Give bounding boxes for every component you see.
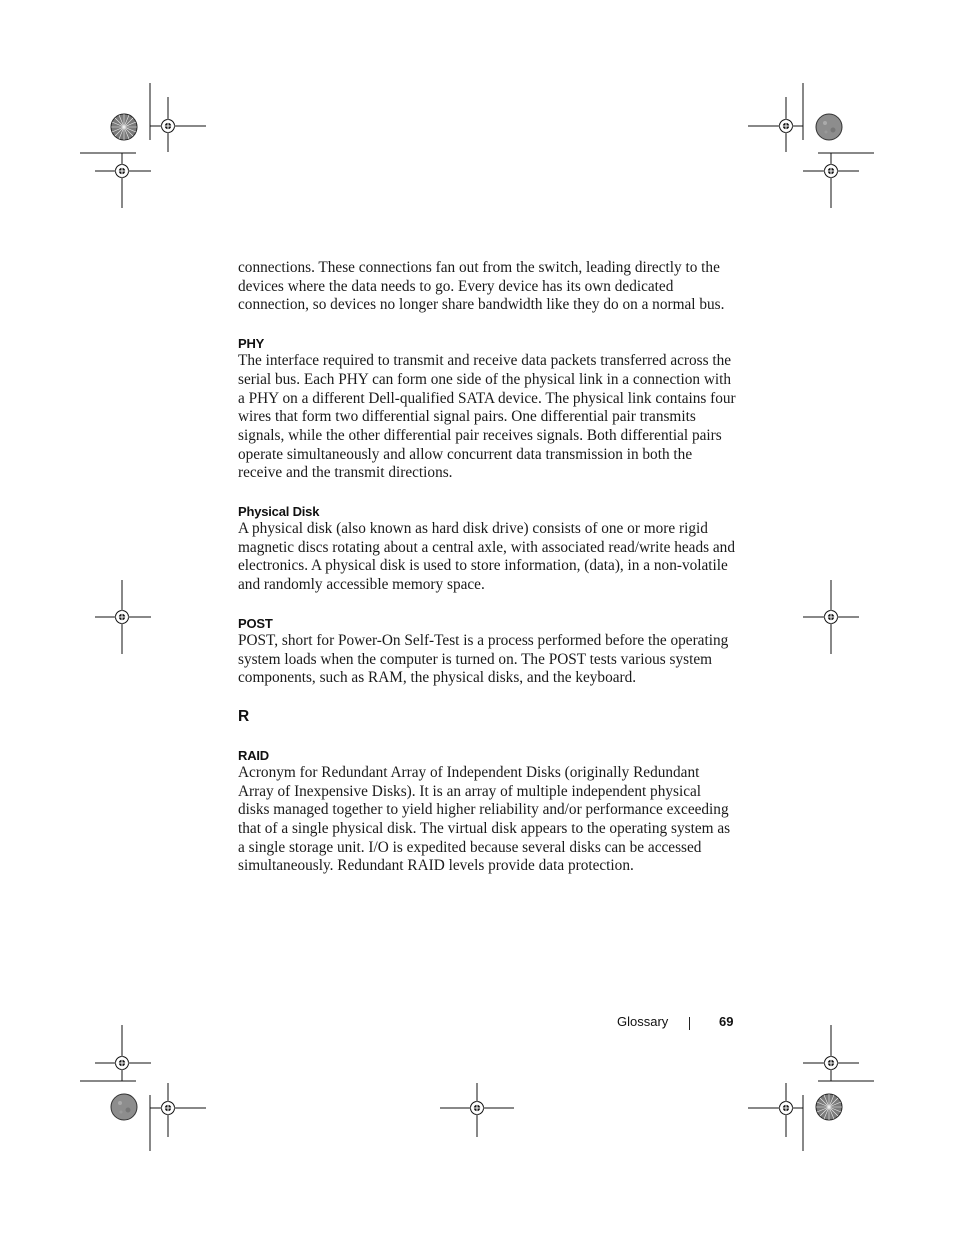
definition-phy: The interface required to transmit and receive data packets transferred across the serial bus. Each PHY can form one side of the physical link in a connection with a PHY on a different Dell-qualified SATA device. The physical link contains four wires that form two differential signal pairs. One differential pair transmits signals, while the other differential pair receives signals. Both differential pairs operate simultaneously and allow concurrent data transmission in both the receive and the transmit directions. [238,352,736,482]
crop-mark-top-left [80,83,206,208]
registration-mark [780,1102,793,1115]
definition-physical-disk: A physical disk (also known as hard disk drive) consists of one or more rigid magnetic discs rotating about a central axle, with associated read/write heads and electronics. A physical disk is used to store information, (data), in a non-volatile and randomly accessible memory space. [238,520,735,594]
term-heading-physical-disk: Physical Disk [238,504,320,520]
grey-target-icon [111,1094,137,1120]
grey-target-icon [816,114,842,140]
registration-mark [162,1102,175,1115]
footer-section-name: Glossary [617,1014,669,1029]
footer-page-number: 69 [719,1014,734,1029]
registration-mark [780,120,793,133]
term-heading-post: POST [238,615,273,631]
registration-mark [825,1057,838,1070]
crop-mark-bottom-right [748,1025,874,1151]
registration-mark [116,611,129,624]
star-target-icon [111,114,137,140]
glossary-content [238,259,736,876]
term-heading-raid: RAID [238,747,269,763]
definition-raid: Acronym for Redundant Array of Independent Disks (originally Redundant Array of Inexpensive Disks). It is an array of multiple independent physical disks managed together to yield higher reliability and/or performance exceeding that of a single physical disk. The virtual disk appears to the operating system as a single storage unit. I/O is expedited because several disks can be accessed simultaneously. Redundant RAID levels provide data protection. [238,763,731,875]
footer-separator [689,1017,690,1030]
registration-mark [825,611,838,624]
registration-mark [825,165,838,178]
letter-heading-r: R [238,707,249,725]
star-target-icon [816,1094,842,1120]
registration-mark [116,1057,129,1070]
registration-mark [471,1102,484,1115]
crop-mark-top-right [748,83,874,208]
definition-post: POST, short for Power-On Self-Test is a process performed before the operating system loads when the computer is turned on. The POST tests various system components, such as RAM, the physical disks, and the keyboard. [238,631,729,687]
term-heading-phy: PHY [238,336,265,352]
registration-mark [162,120,175,133]
registration-mark [116,165,129,178]
crop-mark-bottom-left [80,1025,206,1151]
intro-paragraph: connections. These connections fan out from the switch, leading directly to the devices where the data needs to go. Every device has its own dedicated connection, so devices no longer share bandwidth like they do on a normal bus. [238,259,725,314]
